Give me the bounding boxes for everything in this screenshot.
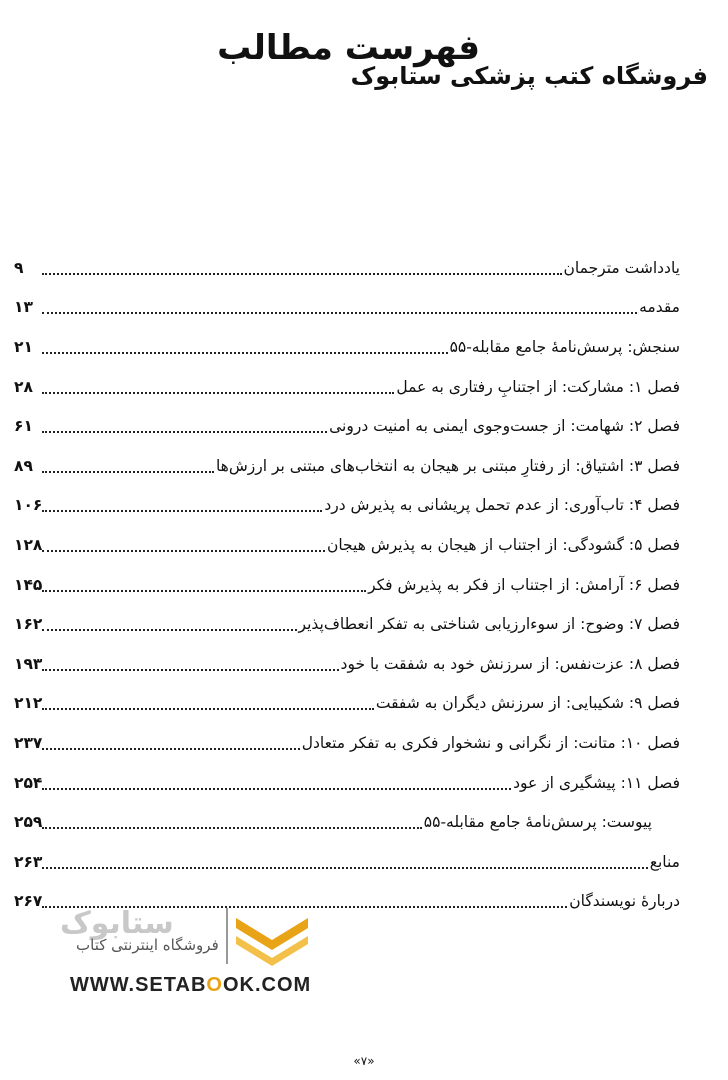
toc-label: فصل ۲: شهامت: از جست‌وجوی ایمنی به امنیت درونی <box>329 417 680 436</box>
toc-label: فصل ۹: شکیبایی: از سرزنش دیگران به شفقت <box>375 694 680 713</box>
dot-leader <box>42 273 562 275</box>
dot-leader <box>42 748 300 750</box>
toc-label: دربارۀ نویسندگان <box>569 892 680 911</box>
setabook-logo[interactable] <box>60 902 320 1002</box>
dot-leader <box>42 788 511 790</box>
toc-entry[interactable] <box>14 604 680 644</box>
page-number: «۷» <box>353 1054 375 1068</box>
toc-page: ۲۶۳ <box>14 852 43 871</box>
toc-entry[interactable] <box>14 802 680 842</box>
dot-leader <box>42 550 325 552</box>
toc-entry[interactable] <box>14 367 680 407</box>
logo-divider <box>226 908 228 964</box>
dot-leader <box>42 708 374 710</box>
table-of-contents <box>14 248 680 921</box>
toc-entry[interactable] <box>14 644 680 684</box>
toc-entry[interactable] <box>14 723 680 763</box>
toc-entry[interactable] <box>14 684 680 724</box>
toc-page: ۲۵۹ <box>14 813 43 832</box>
dot-leader <box>42 629 297 631</box>
logo-url-part: WWW.SETAB <box>70 974 207 996</box>
logo-brand: ستابوک <box>60 906 174 941</box>
page-title: فهرست مطالب <box>217 28 480 68</box>
toc-entry[interactable] <box>14 565 680 605</box>
logo-url-part: OK.COM <box>222 974 312 996</box>
dot-leader <box>42 352 448 354</box>
toc-label: منابع <box>649 852 680 871</box>
toc-entry[interactable] <box>14 525 680 565</box>
toc-entry[interactable] <box>14 327 680 367</box>
toc-label: فصل ۱۰: متانت: از نگرانی و نشخوار فکری به تفکر متعادل <box>301 733 680 752</box>
toc-label: یادداشت مترجمان <box>563 258 680 277</box>
toc-page: ۲۳۷ <box>14 733 43 752</box>
toc-label: پیوست: پرسش‌نامۀ جامع مقابله-۵۵ <box>423 813 652 832</box>
toc-label: فصل ۵: گشودگی: از اجتناب از هیجان به پذیرش هیجان <box>326 535 680 554</box>
toc-label: مقدمه <box>639 298 680 317</box>
toc-page: ۱۴۵ <box>14 575 43 594</box>
toc-entry[interactable] <box>14 288 680 328</box>
logo-tagline: فروشگاه اینترنتی کتاب <box>76 936 219 954</box>
toc-entry[interactable] <box>14 842 680 882</box>
toc-entry[interactable] <box>14 763 680 803</box>
toc-page: ۱۲۸ <box>14 535 43 554</box>
logo-url-accent: O <box>206 974 223 996</box>
toc-page: ۶۱ <box>14 417 33 436</box>
toc-page: ۲۱۲ <box>14 694 43 713</box>
toc-entry[interactable] <box>14 446 680 486</box>
toc-label: فصل ۴: تاب‌آوری: از عدم تحمل پریشانی به پذیرش درد <box>324 496 680 515</box>
toc-label: فصل ۶: آرامش: از اجتناب از فکر به پذیرش فکر <box>368 575 680 594</box>
toc-page: ۲۶۷ <box>14 892 43 911</box>
toc-page: ۱۹۳ <box>14 654 43 673</box>
dot-leader <box>42 312 637 314</box>
dot-leader <box>42 431 327 433</box>
dot-leader <box>42 590 366 592</box>
dot-leader <box>42 510 322 512</box>
dot-leader <box>42 471 214 473</box>
toc-page: ۱۳ <box>14 298 33 317</box>
toc-page: ۲۸ <box>14 377 33 396</box>
toc-page: ۹ <box>14 258 24 277</box>
dot-leader <box>42 669 339 671</box>
toc-label: فصل ۷: وضوح: از سوءارزیابی شناختی به تفکر انعطاف‌پذیر <box>298 615 680 634</box>
store-name: فروشگاه کتب پزشکی ستابوک <box>350 62 708 90</box>
toc-entry[interactable] <box>14 486 680 526</box>
logo-url[interactable] <box>70 974 311 997</box>
toc-label: فصل ۳: اشتیاق: از رفتارِ مبتنی بر هیجان به انتخاب‌های مبتنی بر ارزش‌ها <box>215 456 680 475</box>
toc-page: ۲۱ <box>14 337 33 356</box>
toc-page: ۲۵۴ <box>14 773 43 792</box>
toc-entry[interactable] <box>14 248 680 288</box>
book-stack-icon <box>234 910 310 966</box>
toc-entry[interactable] <box>14 406 680 446</box>
toc-label: فصل ۱۱: پیشگیری از عود <box>513 773 680 792</box>
dot-leader <box>42 392 394 394</box>
toc-label: فصل ۸: عزت‌نفس: از سرزنش خود به شفقت با خود <box>340 654 680 673</box>
dot-leader <box>42 867 648 869</box>
toc-label: فصل ۱: مشارکت: از اجتنابِ رفتاری به عمل <box>396 377 680 396</box>
dot-leader <box>42 827 422 829</box>
toc-page: ۸۹ <box>14 456 33 475</box>
toc-label: سنجش: پرسش‌نامۀ جامع مقابله-۵۵ <box>449 337 680 356</box>
toc-page: ۱۰۶ <box>14 496 43 515</box>
toc-page: ۱۶۲ <box>14 615 43 634</box>
